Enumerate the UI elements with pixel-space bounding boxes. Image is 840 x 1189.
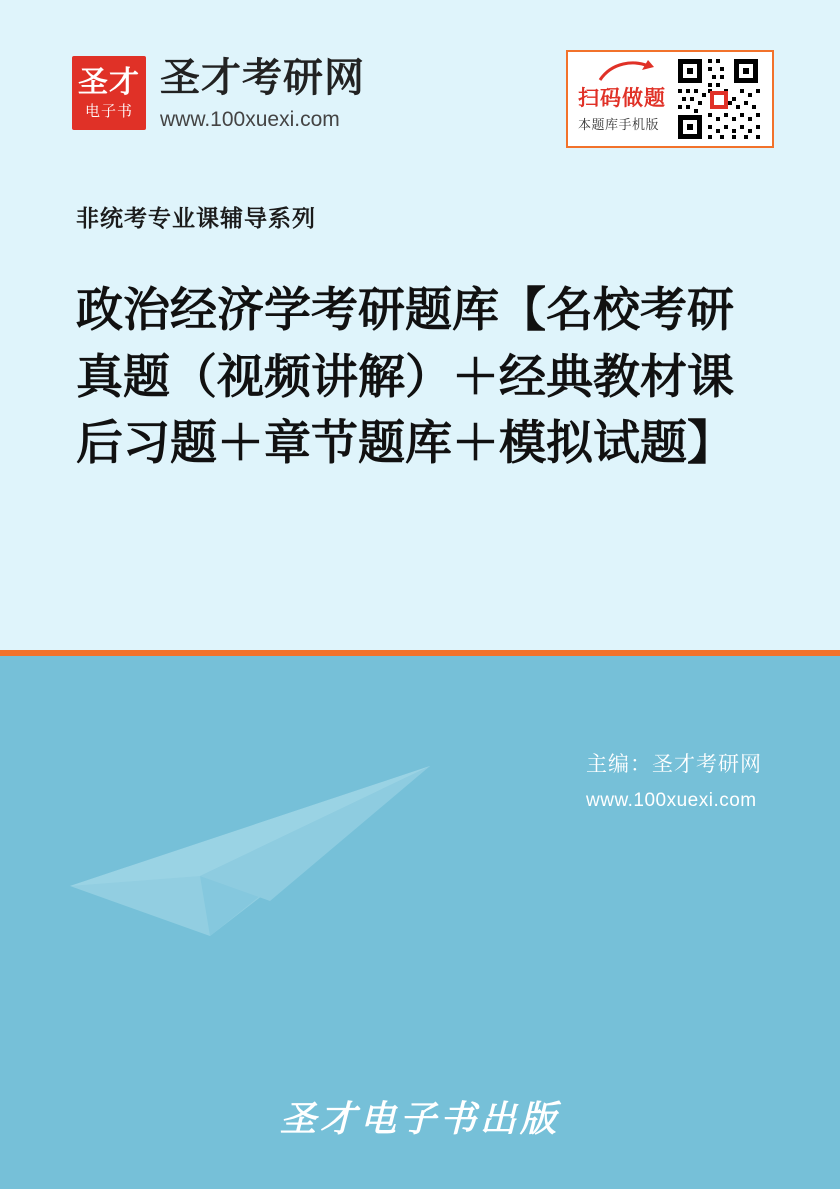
qr-code-icon[interactable] bbox=[674, 55, 762, 143]
author-block bbox=[586, 748, 762, 812]
logo-mark-icon bbox=[72, 56, 146, 130]
series-label: 非统考专业课辅导系列 bbox=[76, 206, 316, 232]
page-title: 政治经济学考研题库【名校考研真题（视频讲解）＋经典教材课后习题＋章节题库＋模拟试题】 bbox=[76, 283, 734, 472]
qr-banner-text bbox=[568, 52, 672, 146]
qr-banner-title: 扫码做题 bbox=[578, 86, 666, 110]
logo-brand: 圣才考研网 bbox=[160, 55, 365, 101]
cover-bottom-section bbox=[0, 656, 840, 1189]
qr-banner-subtitle: 本题库手机版 bbox=[578, 118, 660, 133]
logo-mark-line1: 圣才 bbox=[78, 64, 140, 100]
curved-arrow-icon bbox=[598, 60, 654, 82]
paper-plane-icon bbox=[60, 736, 440, 986]
qr-banner[interactable] bbox=[566, 50, 774, 148]
logo-url: www.100xuexi.com bbox=[160, 108, 340, 131]
editor-url: www.100xuexi.com bbox=[586, 790, 757, 811]
publisher-name: 圣才电子书出版 bbox=[279, 1098, 560, 1140]
logo-text bbox=[160, 56, 365, 132]
logo-mark-line2: 电子书 bbox=[84, 101, 133, 120]
site-logo bbox=[72, 56, 365, 132]
editor-name: 主编：圣才考研网 bbox=[586, 752, 762, 776]
